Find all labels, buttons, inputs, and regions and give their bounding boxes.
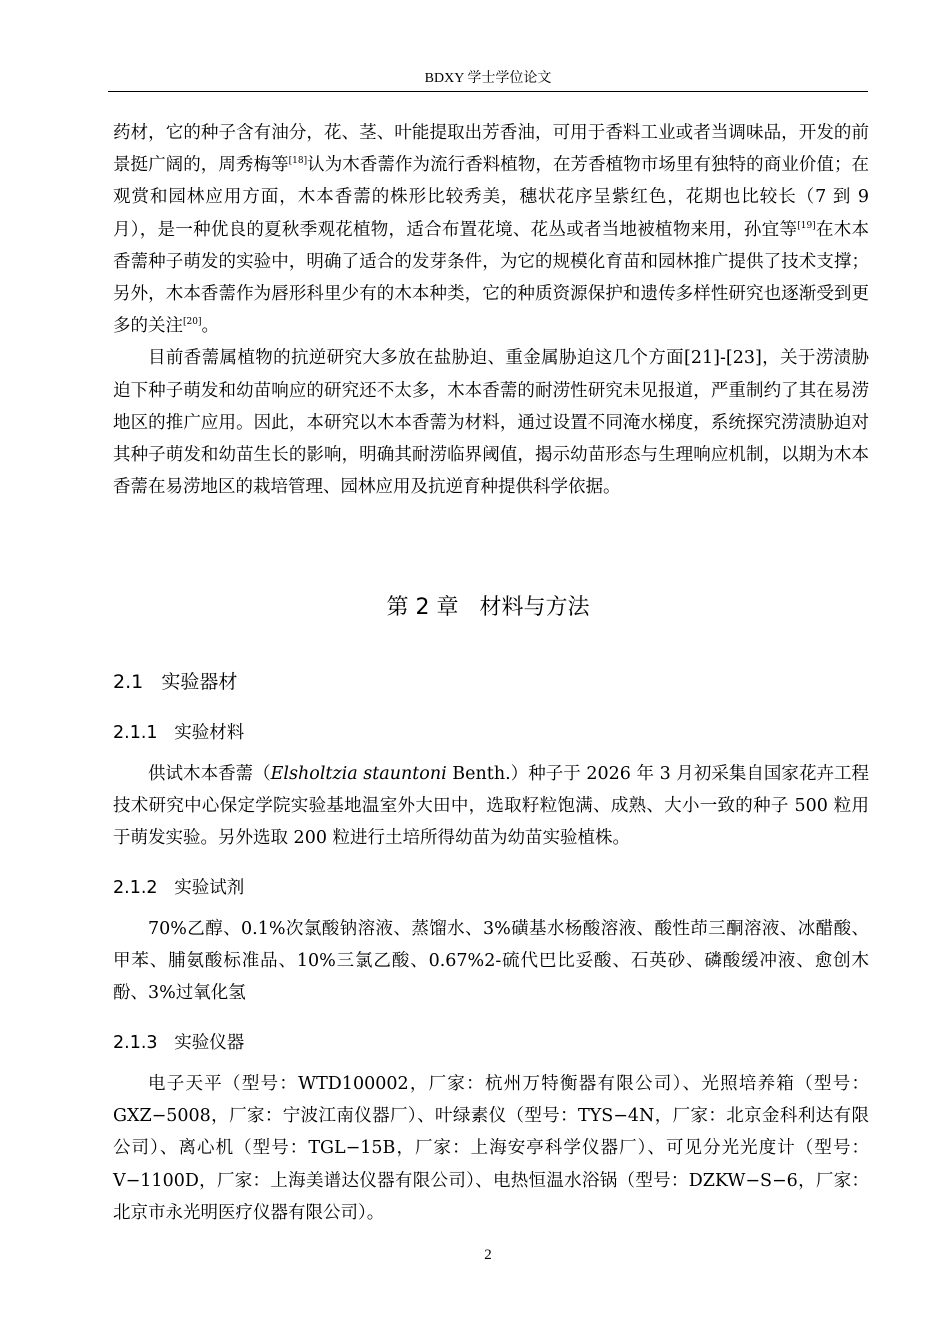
intro-paragraph-2: 目前香薷属植物的抗逆研究大多放在盐胁迫、重金属胁迫这几个方面[21]-[23]，关于涝渍胁迫下种子萌发和幼苗响应的研究还不太多，木本香薷的耐涝性研究未见报道，严重制约了其在易涝地区的推广应用。因此，本研究以木本香薷为材料，通过设置不同淹水梯度，系统探究涝渍胁迫对其种子萌发和幼苗生长的影响，明确其耐涝临界阈值，揭示幼苗形态与生理响应机制，以期为木本香薷在易涝地区的栽培管理、园林应用及抗逆育种提供科学依据。 [113,348,869,498]
instruments-block [113,1068,869,1229]
instruments-paragraph: 电子天平（型号：WTD100002，厂家：杭州万特衡器有限公司）、光照培养箱（型号：GXZ−5008，厂家：宁波江南仪器厂）、叶绿素仪（型号：TYS−4N，厂家：北京金科利达有限公司）、离心机（型号：TGL−15B，厂家：上海安亭科学仪器厂）、可见分光光度计（型号：V−1100D，厂家：上海美谱达仪器有限公司）、电热恒温水浴锅（型号：DZKW−S−6，厂家：北京市永光明医疗仪器有限公司）。 [113,1074,869,1223]
citation-20: [20] [183,317,202,328]
materials-text-post: Benth.）种子于 2026 年 3 月初采集自国家花卉工程技术研究中心保定学院实验基地温室外大田中，选取籽粒饱满、成熟、大小一致的种子 500 粒用于萌发实验。另外选取 200 粒进行土培所得幼苗为幼苗实验植株。 [113,764,870,849]
materials-block [113,758,869,855]
chapter-number: 第 2 章 [386,595,459,620]
subsection-title: 实验仪器 [174,1033,245,1053]
subsection-title: 实验试剂 [174,878,245,898]
subsection-number: 2.1.3 [113,1033,158,1053]
subsection-title: 实验材料 [174,723,245,743]
intro-text-d: 。 [201,316,219,337]
intro-section [113,117,869,503]
section-number: 2.1 [113,671,144,693]
reagents-paragraph: 70%乙醇、0.1%次氯酸钠溶液、蒸馏水、3%磺基水杨酸溶液、酸性茚三酮溶液、冰醋酸、甲苯、脯氨酸标准品、10%三氯乙酸、0.67%2-硫代巴比妥酸、石英砂、磷酸缓冲液、愈创木酚、3%过氧化氢 [113,919,869,1004]
subsection-heading-2-1-2 [113,876,244,900]
section-heading-2-1 [113,669,237,695]
citation-19: [19] [797,220,816,231]
latin-species-name: Elsholtzia stauntoni [270,764,447,784]
section-title: 实验器材 [161,671,238,693]
intro-text-c: 在木本香薷种子萌发的实验中，明确了适合的发芽条件，为它的规模化育苗和园林推广提供了技术支撑；另外，木本香薷作为唇形科里少有的木本种类，它的种质资源保护和遗传多样性研究也逐渐受到更多的关注 [113,219,870,337]
page-number: 2 [484,1247,492,1263]
chapter-title: 材料与方法 [479,595,590,620]
chapter-heading [108,593,868,623]
materials-text-pre: 供试木本香薷（ [148,764,271,784]
subsection-number: 2.1.2 [113,878,158,898]
materials-paragraph [113,758,869,855]
intro-text-b: 认为木香薷作为流行香料植物，在芳香植物市场里有独特的商业价值；在观赏和园林应用方面，木本香薷的株形比较秀美，穗状花序呈紫红色，花期也比较长（7 到 9 月），是一种优良的夏秋季观花植物，适合布置花境、花丛或者当地被植物来用，孙宜等 [113,155,870,240]
header-rule [108,91,868,92]
subsection-heading-2-1-3 [113,1031,244,1055]
subsection-heading-2-1-1 [113,721,244,745]
intro-text-a: 药材，它的种子含有油分，花、茎、叶能提取出芳香油，可用于香料工业或者当调味品，开发的前景挺广阔的，周秀梅等 [113,123,869,176]
subsection-number: 2.1.1 [113,723,158,743]
citation-18: [18] [288,156,308,167]
reagents-block [113,913,869,1010]
intro-paragraph-1 [113,117,869,342]
running-header: BDXY 学士学位论文 [424,71,552,86]
